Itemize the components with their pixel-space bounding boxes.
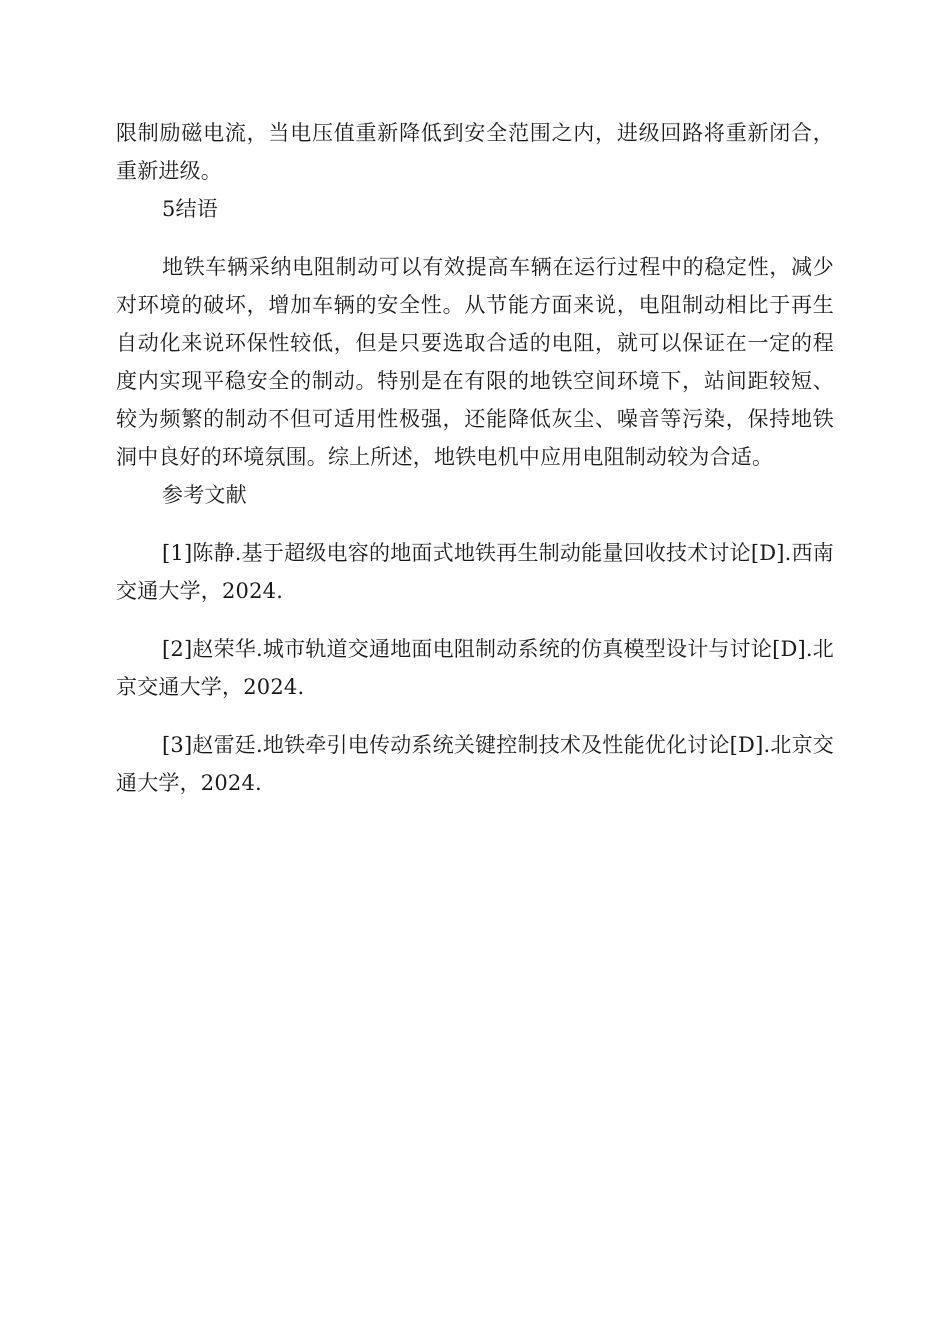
document-page <box>116 114 834 802</box>
continuation-paragraph: 限制励磁电流，当电压值重新降低到安全范围之内，进级回路将重新闭合，重新进级。 <box>116 121 834 183</box>
reference-item: [3]赵雷廷.地铁牵引电传动系统关键控制技术及性能优化讨论[D].北京交通大学，2024. <box>116 733 834 795</box>
reference-item: [2]赵荣华.城市轨道交通地面电阻制动系统的仿真模型设计与讨论[D].北京交通大学，2024. <box>116 637 834 699</box>
reference-item: [1]陈静.基于超级电容的地面式地铁再生制动能量回收技术讨论[D].西南交通大学，2024. <box>116 541 834 603</box>
conclusion-heading: 5结语 <box>162 197 218 221</box>
references-list <box>116 534 834 802</box>
conclusion-paragraph: 地铁车辆采纳电阻制动可以有效提高车辆在运行过程中的稳定性，减少对环境的破坏，增加车辆的安全性。从节能方面来说，电阻制动相比于再生自动化来说环保性较低，但是只要选取合适的电阻，就可以保证在一定的程度内实现平稳安全的制动。特别是在有限的地铁空间环境下，站间距较短、较为频繁的制动不但可适用性极强，还能降低灰尘、噪音等污染，保持地铁洞中良好的环境氛围。综上所述，地铁电机中应用电阻制动较为合适。 <box>116 255 834 469</box>
references-heading: 参考文献 <box>162 483 247 507</box>
